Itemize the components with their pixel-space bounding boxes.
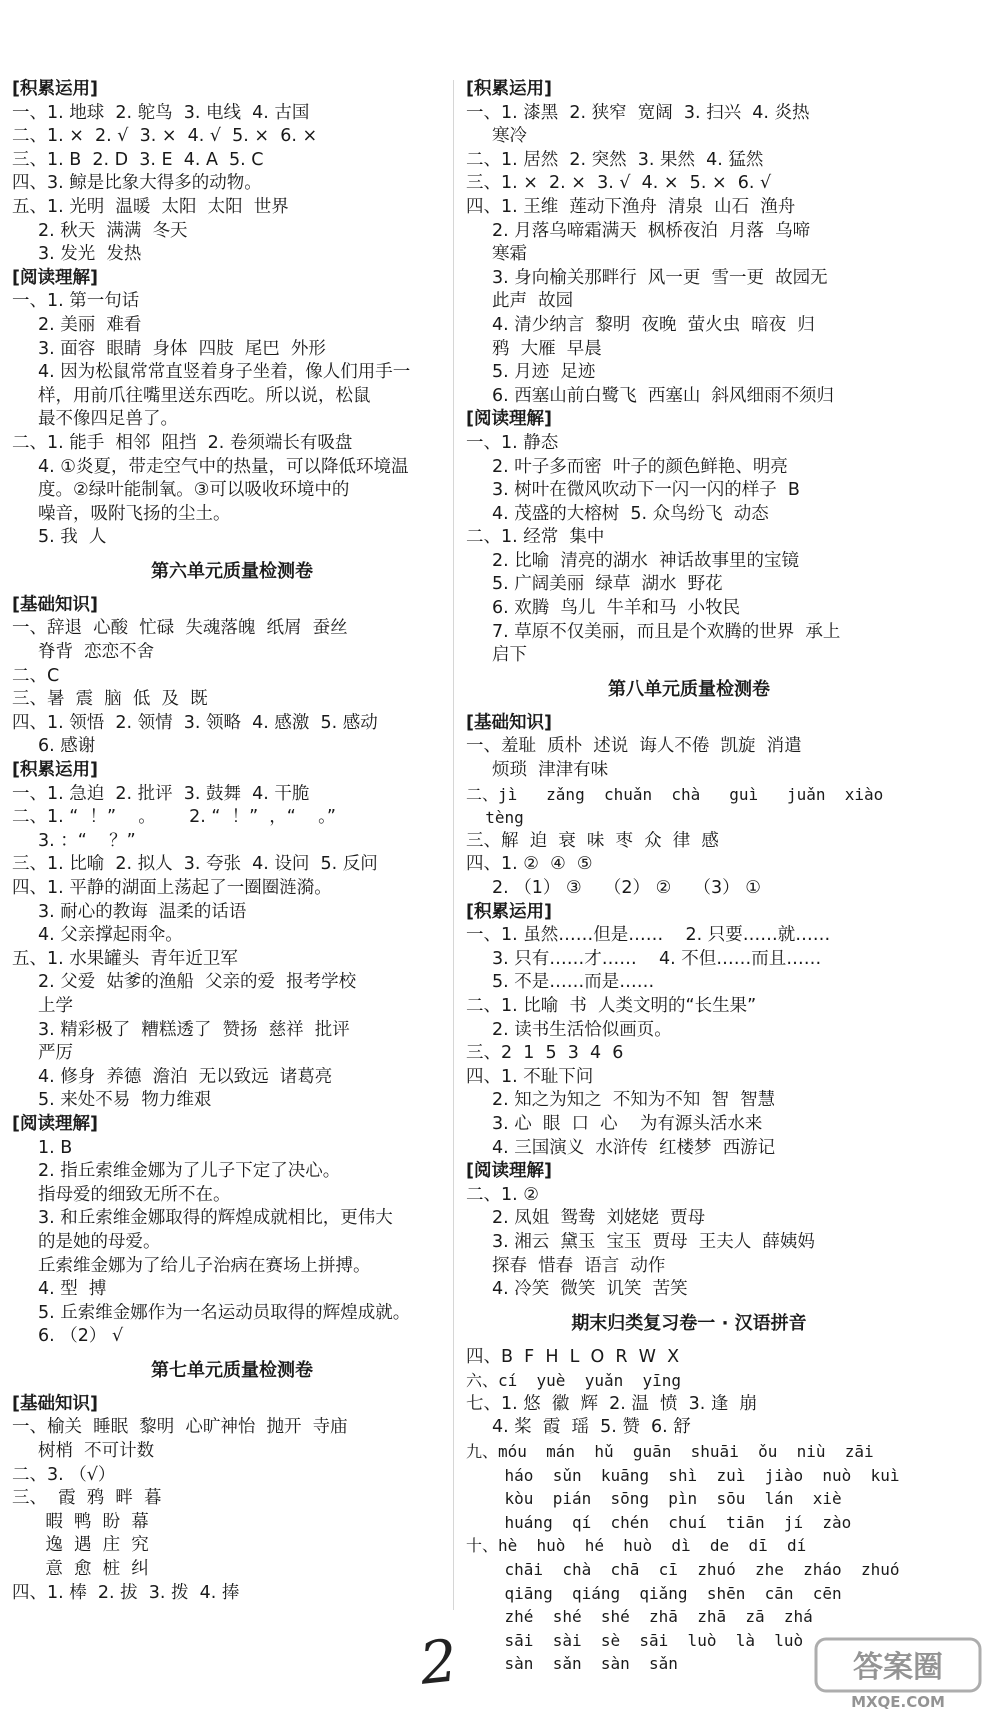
answer-line: 4. 型 搏 (38, 1279, 107, 1300)
answer-line: 二、1. ② (466, 1184, 539, 1205)
answer-line: zhé shé shé zhā zhā zā zhá (466, 1607, 813, 1627)
answer-line: 4. 因为松鼠常常直竖着身子坐着，像人们用手一 (38, 362, 411, 383)
answer-line: 2. 比喻 清亮的湖水 神话故事里的宝镜 (492, 550, 800, 571)
answer-line: 启下 (492, 645, 527, 666)
answer-line: 严厉 (38, 1043, 73, 1064)
answer-line: 2. 父爱 姑爹的渔船 父亲的爱 报考学校 (38, 972, 357, 993)
answer-line: 7. 草原不仅美丽，而且是个欢腾的世界 承上 (492, 621, 841, 642)
answer-line: 3. 心 眼 口 心 为有源头活水来 (492, 1113, 763, 1134)
answer-line: 6. 欢腾 鸟儿 牛羊和马 小牧民 (492, 598, 741, 619)
section-heading: [基础知识] (466, 712, 552, 733)
answer-line: 逸 遇 庄 究 (12, 1535, 149, 1556)
section-title: 第七单元质量检测卷 (151, 1359, 313, 1381)
answer-line: 四、1. 不耻下问 (466, 1066, 594, 1087)
answer-line: 3. 只有……才…… 4. 不但……而且…… (492, 948, 822, 969)
answer-line: 2. 知之为知之 不知为不知 智 智慧 (492, 1090, 776, 1111)
answer-line: 脊背 恋恋不舍 (38, 642, 155, 663)
section-title: 第八单元质量检测卷 (608, 678, 770, 700)
answer-line: 3. 和丘索维金娜取得的辉煌成就相比，更伟大 (38, 1208, 393, 1229)
section-heading: [积累运用] (466, 901, 552, 922)
watermark-title: 答案圈 (853, 1650, 943, 1685)
answer-line: 十、hè huò hé huò dì de dī dí (466, 1536, 807, 1556)
answer-line: 2. 叶子多而密 叶子的颜色鲜艳、明亮 (492, 456, 788, 477)
answer-line: 一、辞退 心酸 忙碌 失魂落魄 纸屑 蚕丝 (12, 618, 348, 639)
answer-line: 鸦 大雁 早晨 (492, 338, 602, 359)
answer-line: 三、 霞 鸦 畔 暮 (12, 1488, 162, 1509)
answer-line: 三、2 1 5 3 4 6 (466, 1043, 624, 1064)
right-column (466, 78, 912, 1676)
answer-line: 3. 面容 眼睛 身体 四肢 尾巴 外形 (38, 338, 326, 359)
answer-line: 5. 来处不易 物力维艰 (38, 1090, 212, 1111)
answer-line: 2. 指丘索维金娜为了儿子下定了决心。 (38, 1161, 341, 1182)
answer-line: 3. ：“ ？” (38, 830, 136, 851)
answer-line: 六、cí yuè yuǎn yīng (466, 1371, 682, 1391)
answer-line: 一、1. 急迫 2. 批评 3. 鼓舞 4. 干脆 (12, 783, 310, 804)
left-column (12, 78, 452, 1605)
answer-line: 二、1. 能手 相邻 阻挡 2. 卷须端长有吸盘 (12, 432, 353, 453)
answer-line: 4. 冷笑 微笑 讥笑 苦笑 (492, 1279, 688, 1300)
answer-line: 2. 凤姐 鸳鸯 刘姥姥 贾母 (492, 1208, 706, 1229)
answer-line: 4. 茂盛的大榕树 5. 众鸟纷飞 动态 (492, 503, 769, 524)
answer-line: 探春 惜春 语言 动作 (492, 1255, 666, 1276)
answer-line: 四、1. 王维 莲动下渔舟 清泉 山石 渔舟 (466, 196, 796, 217)
answer-line: huáng qí chén chuí tiān jí zào (466, 1512, 852, 1532)
watermark-url: MXQE.COM (851, 1693, 945, 1711)
answer-line: 5. 不是……而是…… (492, 972, 655, 993)
answer-line: 4. 清少纳言 黎明 夜晚 萤火虫 暗夜 归 (492, 314, 815, 335)
answer-line: 3. 耐心的教诲 温柔的话语 (38, 901, 247, 922)
answer-line: 样，用前爪往嘴里送东西吃。所以说，松鼠 (38, 385, 371, 406)
answer-line: 五、1. 光明 温暖 太阳 太阳 世界 (12, 196, 289, 217)
answer-line: 三、解 迫 衰 味 枣 众 律 感 (466, 830, 719, 851)
answer-line: chāi chà chā cī zhuó zhe zháo zhuó (466, 1560, 900, 1580)
answer-line: 3. 树叶在微风吹动下一闪一闪的样子 B (492, 480, 800, 501)
answer-line: 上学 (38, 995, 73, 1016)
answer-line: 四、3. 鲸是比象大得多的动物。 (12, 173, 262, 194)
section-title: 期末归类复习卷一 · 汉语拼音 (571, 1312, 807, 1334)
answer-line: 的是她的母爱。 (38, 1231, 161, 1252)
section-heading: [阅读理解] (466, 1161, 552, 1182)
handwritten-page-number: 2 (416, 1626, 461, 1698)
answer-line: 七、1. 悠 徽 辉 2. 温 愤 3. 逢 崩 (466, 1393, 758, 1414)
answer-line: 4. 修身 养德 澹泊 无以致远 诸葛亮 (38, 1066, 333, 1087)
answer-line: 一、榆关 睡眠 黎明 心旷神怡 抛开 寺庙 (12, 1417, 348, 1438)
answer-line: 3. 湘云 黛玉 宝玉 贾母 王夫人 薛姨妈 (492, 1231, 815, 1252)
answer-line: 一、1. 漆黑 2. 狭窄 宽阔 3. 扫兴 4. 炎热 (466, 102, 810, 123)
answer-line: 3. 身向榆关那畔行 风一更 雪一更 故园无 (492, 267, 828, 288)
answer-line: 一、1. 静态 (466, 432, 559, 453)
answer-line: 4. 桨 霞 瑶 5. 赞 6. 舒 (492, 1417, 691, 1438)
answer-line: 此声 故园 (492, 291, 574, 312)
answer-line: 九、móu mán hǔ guān shuāi ǒu niù zāi (466, 1442, 874, 1462)
answer-line: 6. 西塞山前白鹭飞 西塞山 斜风细雨不须归 (492, 385, 835, 406)
answer-line: 四、1. 棒 2. 拔 3. 拨 4. 捧 (12, 1582, 240, 1603)
answer-line: 5. 我 人 (38, 527, 107, 548)
answer-line: 二、jì zǎng chuǎn chà guì juǎn xiào (466, 784, 884, 804)
answer-line: 3. 发光 发热 (38, 244, 142, 265)
answer-line: 5. 广阔美丽 绿草 湖水 野花 (492, 574, 723, 595)
answer-line: 三、1. 比喻 2. 拟人 3. 夸张 4. 设问 5. 反问 (12, 854, 378, 875)
section-heading: [基础知识] (12, 594, 98, 615)
answer-line: 一、羞耻 质朴 述说 诲人不倦 凯旋 消遣 (466, 736, 802, 757)
answer-line: 2. （1） ③ （2） ② （3） ① (492, 878, 761, 898)
watermark-logo (814, 1637, 982, 1713)
answer-line: 四、1. 平静的湖面上荡起了一圈圈涟漪。 (12, 878, 332, 898)
answer-line: 丘索维金娜为了给儿子治病在赛场上拼搏。 (38, 1255, 371, 1276)
answer-line: 二、1. 比喻 书 人类文明的“长生果” (466, 995, 757, 1016)
answer-line: 二、1. 居然 2. 突然 3. 果然 4. 猛然 (466, 149, 764, 170)
answer-line: 寒霜 (492, 244, 527, 265)
answer-line: 四、1. ② ④ ⑤ (466, 854, 593, 875)
answer-line: sāi sài sè sāi luò là luò (466, 1630, 804, 1650)
answer-line: 一、1. 虽然……但是…… 2. 只要……就…… (466, 925, 831, 946)
answer-line: 寒冷 (492, 126, 527, 147)
section-heading: [阅读理解] (12, 1113, 98, 1134)
answer-line: 二、1. × 2. √ 3. × 4. √ 5. × 6. × (12, 126, 318, 147)
answer-line: qiāng qiáng qiǎng shēn cān cēn (466, 1583, 842, 1603)
answer-line: 1. B (38, 1137, 73, 1158)
answer-line: 暇 鸭 盼 幕 (12, 1511, 149, 1532)
watermark-icon (814, 1637, 982, 1713)
answer-line: 四、1. 领悟 2. 领情 3. 领略 4. 感激 5. 感动 (12, 712, 378, 733)
section-heading: [阅读理解] (466, 409, 552, 430)
answer-line: kòu pián sōng pìn sōu lán xiè (466, 1489, 842, 1509)
section-title: 第六单元质量检测卷 (151, 560, 313, 582)
answer-line: 指母爱的细致无所不在。 (38, 1184, 231, 1205)
answer-line: 一、1. 地球 2. 鸵鸟 3. 电线 4. 古国 (12, 102, 310, 123)
section-heading: [积累运用] (12, 79, 98, 99)
answer-line: 意 愈 桩 纠 (12, 1559, 149, 1580)
answer-line: 4. 父亲撑起雨伞。 (38, 925, 183, 946)
section-heading: [阅读理解] (12, 267, 98, 288)
answer-line: 2. 美丽 难看 (38, 314, 142, 335)
answer-line: 最不像四足兽了。 (38, 409, 178, 430)
answer-line: 6. （2） √ (38, 1326, 124, 1347)
answer-line: 三、1. × 2. × 3. √ 4. × 5. × 6. √ (466, 173, 772, 194)
answer-line: 一、1. 第一句话 (12, 291, 140, 312)
answer-line: 5. 丘索维金娜作为一名运动员取得的辉煌成就。 (38, 1302, 411, 1323)
answer-line: 5. 月迹 足迹 (492, 362, 596, 383)
section-heading: [积累运用] (466, 79, 552, 99)
answer-line: 树梢 不可计数 (38, 1441, 155, 1462)
answer-line: 二、C (12, 665, 60, 686)
answer-line: 6. 感谢 (38, 736, 96, 757)
section-heading: [积累运用] (12, 760, 98, 781)
answer-line: háo sǔn kuāng shì zuì jiào nuò kuì (466, 1465, 900, 1485)
answer-line: 噪音，吸附飞扬的尘土。 (38, 503, 231, 524)
answer-line: 二、1. 经常 集中 (466, 527, 605, 548)
section-heading: [基础知识] (12, 1393, 98, 1414)
answer-line: 四、B F H L O R W X (466, 1346, 680, 1367)
answer-line: 三、暑 震 脑 低 及 既 (12, 689, 208, 710)
answer-line: 二、1. “ ！” 。 2. “ ！” ，“ 。” (12, 807, 336, 828)
answer-line: 2. 秋天 满满 冬天 (38, 220, 188, 241)
answer-line: 2. 读书生活恰似画页。 (492, 1019, 672, 1040)
answer-line: 二、3. （√） (12, 1464, 116, 1485)
answer-line: 4. ①炎夏，带走空气中的热量，可以降低环境温 (38, 456, 409, 477)
answer-line: 2. 月落乌啼霜满天 枫桥夜泊 月落 乌啼 (492, 220, 811, 241)
answer-line: sàn sǎn sàn sǎn (466, 1654, 678, 1674)
answer-line: tèng (466, 808, 524, 828)
answer-line: 三、1. B 2. D 3. E 4. A 5. C (12, 149, 264, 170)
answer-line: 度。②绿叶能制氧。③可以吸收环境中的 (38, 480, 350, 501)
answer-line: 3. 精彩极了 糟糕透了 赞扬 慈祥 批评 (38, 1019, 350, 1040)
column-divider (453, 80, 454, 1610)
answer-line: 五、1. 水果罐头 青年近卫军 (12, 948, 238, 969)
answer-line: 烦琐 津津有味 (492, 760, 609, 781)
answer-line: 4. 三国演义 水浒传 红楼梦 西游记 (492, 1137, 776, 1158)
